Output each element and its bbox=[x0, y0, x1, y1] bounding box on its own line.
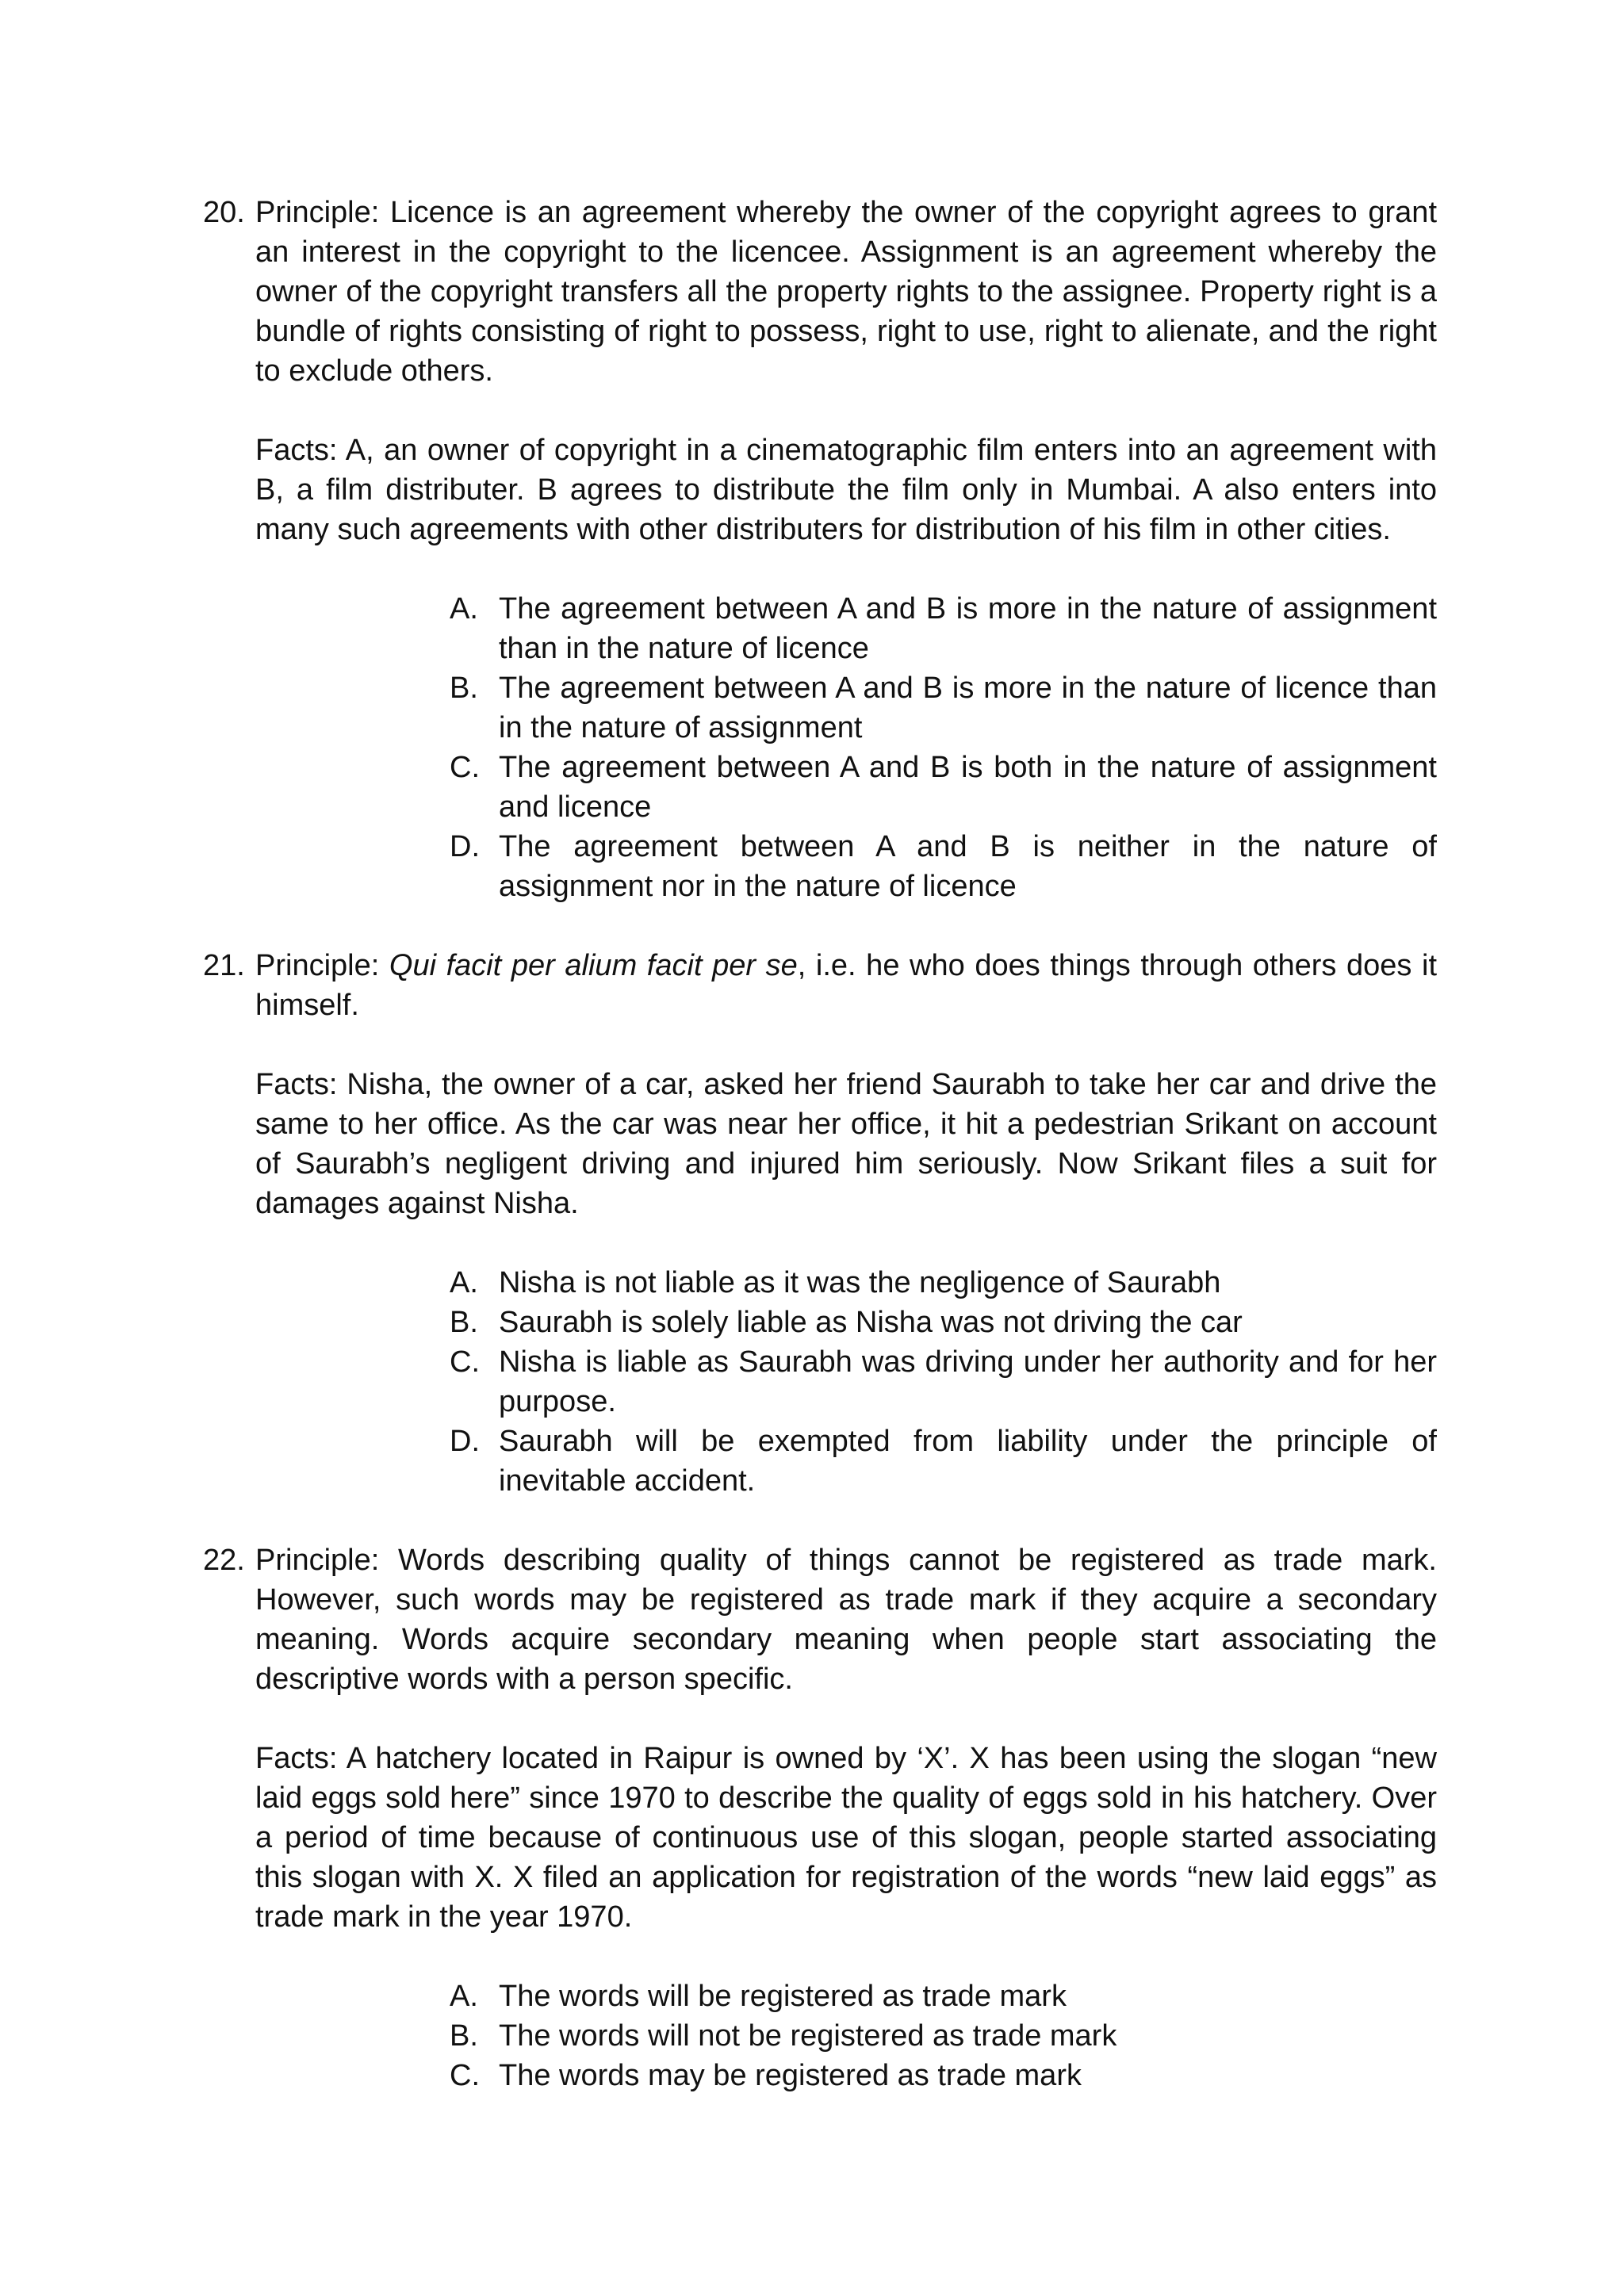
question-number: 20. bbox=[203, 196, 245, 229]
option-letter: D. bbox=[450, 1425, 480, 1458]
question-spacer bbox=[203, 906, 1437, 946]
option-text: Nisha is not liable as it was the negligence of Saurabh bbox=[499, 1266, 1221, 1299]
options-list bbox=[255, 1263, 1437, 1501]
options-list bbox=[255, 1976, 1437, 2095]
facts-text: Facts: Nisha, the owner of a car, asked her friend Saurabh to take her car and drive the same to her office. As the car was near her office, it hit a pedestrian Srikant on account of Saurabh’s negligent driving and injured him seriously. Now Srikant files a suit for damages against Nisha. bbox=[255, 1068, 1437, 1220]
principle-text bbox=[255, 946, 1437, 1025]
option-letter: B. bbox=[450, 672, 478, 705]
option-letter: A. bbox=[450, 1266, 478, 1299]
question-page bbox=[203, 193, 1437, 2095]
option-letter: D. bbox=[450, 830, 480, 863]
option-a[interactable] bbox=[450, 1263, 1437, 1303]
facts-text: Facts: A hatchery located in Raipur is owned by ‘X’. X has been using the slogan “new laid eggs sold here” since 1970 to describe the quality of eggs sold in his hatchery. Over a period of time because of continuous use of this slogan, people started associating this slogan with X. X filed an application for registration of the words “new laid eggs” as trade mark in the year 1970. bbox=[255, 1742, 1437, 1934]
option-text: Nisha is liable as Saurabh was driving under her authority and for her purpose. bbox=[499, 1345, 1437, 1418]
question-spacer bbox=[203, 1501, 1437, 1540]
option-letter: A. bbox=[450, 1980, 478, 2013]
option-d[interactable] bbox=[450, 1422, 1437, 1501]
option-d[interactable] bbox=[450, 827, 1437, 906]
principle-text: Principle: Licence is an agreement whereby the owner of the copyright agrees to grant an interest in the copyright to the licencee. Assignment is an agreement whereby the owner of the copyright transfers all the property rights to the assignee. Property right is a bundle of rights consisting of right to possess, right to use, right to alienate, and the right to exclude others. bbox=[255, 196, 1437, 388]
option-text: The agreement between A and B is more in the nature of assignment than in the nature of licence bbox=[499, 592, 1437, 665]
question-21 bbox=[203, 946, 1437, 1501]
question-number: 21. bbox=[203, 949, 245, 982]
option-text: The words may be registered as trade mark bbox=[499, 2059, 1082, 2092]
option-text: Saurabh will be exempted from liability under the principle of inevitable accident. bbox=[499, 1425, 1437, 1498]
option-letter: C. bbox=[450, 2059, 480, 2092]
option-c[interactable] bbox=[450, 2056, 1437, 2095]
facts-text: Facts: A, an owner of copyright in a cinematographic film enters into an agreement with B, a film distributer. B agrees to distribute the film only in Mumbai. A also enters into many such agreements with other distributers for distribution of his film in other cities. bbox=[255, 434, 1437, 546]
question-number: 22. bbox=[203, 1544, 245, 1577]
option-b[interactable] bbox=[450, 2016, 1437, 2056]
option-text: The words will not be registered as trade mark bbox=[499, 2019, 1117, 2053]
principle-suffix: , i.e. he who does things through others does it himself. bbox=[255, 949, 1438, 1022]
option-letter: B. bbox=[450, 2019, 478, 2053]
option-text: The agreement between A and B is neither in the nature of assignment nor in the nature of licence bbox=[499, 830, 1437, 903]
option-a[interactable] bbox=[450, 589, 1437, 668]
option-letter: A. bbox=[450, 592, 478, 626]
option-text: The agreement between A and B is more in the nature of licence than in the nature of assignment bbox=[499, 672, 1437, 744]
options-list bbox=[255, 589, 1437, 906]
principle-text: Principle: Words describing quality of things cannot be registered as trade mark. However, such words may be registered as trade mark if they acquire a secondary meaning. Words acquire secondary meaning when people start associating the descriptive words with a person specific. bbox=[255, 1544, 1437, 1696]
option-letter: C. bbox=[450, 751, 480, 784]
option-letter: C. bbox=[450, 1345, 480, 1379]
option-text: The words will be registered as trade mark bbox=[499, 1980, 1067, 2013]
option-c[interactable] bbox=[450, 748, 1437, 827]
option-text: Saurabh is solely liable as Nisha was not driving the car bbox=[499, 1306, 1243, 1339]
principle-prefix: Principle: bbox=[255, 949, 389, 982]
option-a[interactable] bbox=[450, 1976, 1437, 2016]
option-b[interactable] bbox=[450, 1303, 1437, 1342]
option-text: The agreement between A and B is both in the nature of assignment and licence bbox=[499, 751, 1437, 824]
option-c[interactable] bbox=[450, 1342, 1437, 1422]
question-20 bbox=[203, 193, 1437, 906]
option-letter: B. bbox=[450, 1306, 478, 1339]
option-b[interactable] bbox=[450, 668, 1437, 748]
question-22 bbox=[203, 1540, 1437, 2095]
principle-latin-maxim: Qui facit per alium facit per se bbox=[389, 949, 798, 982]
